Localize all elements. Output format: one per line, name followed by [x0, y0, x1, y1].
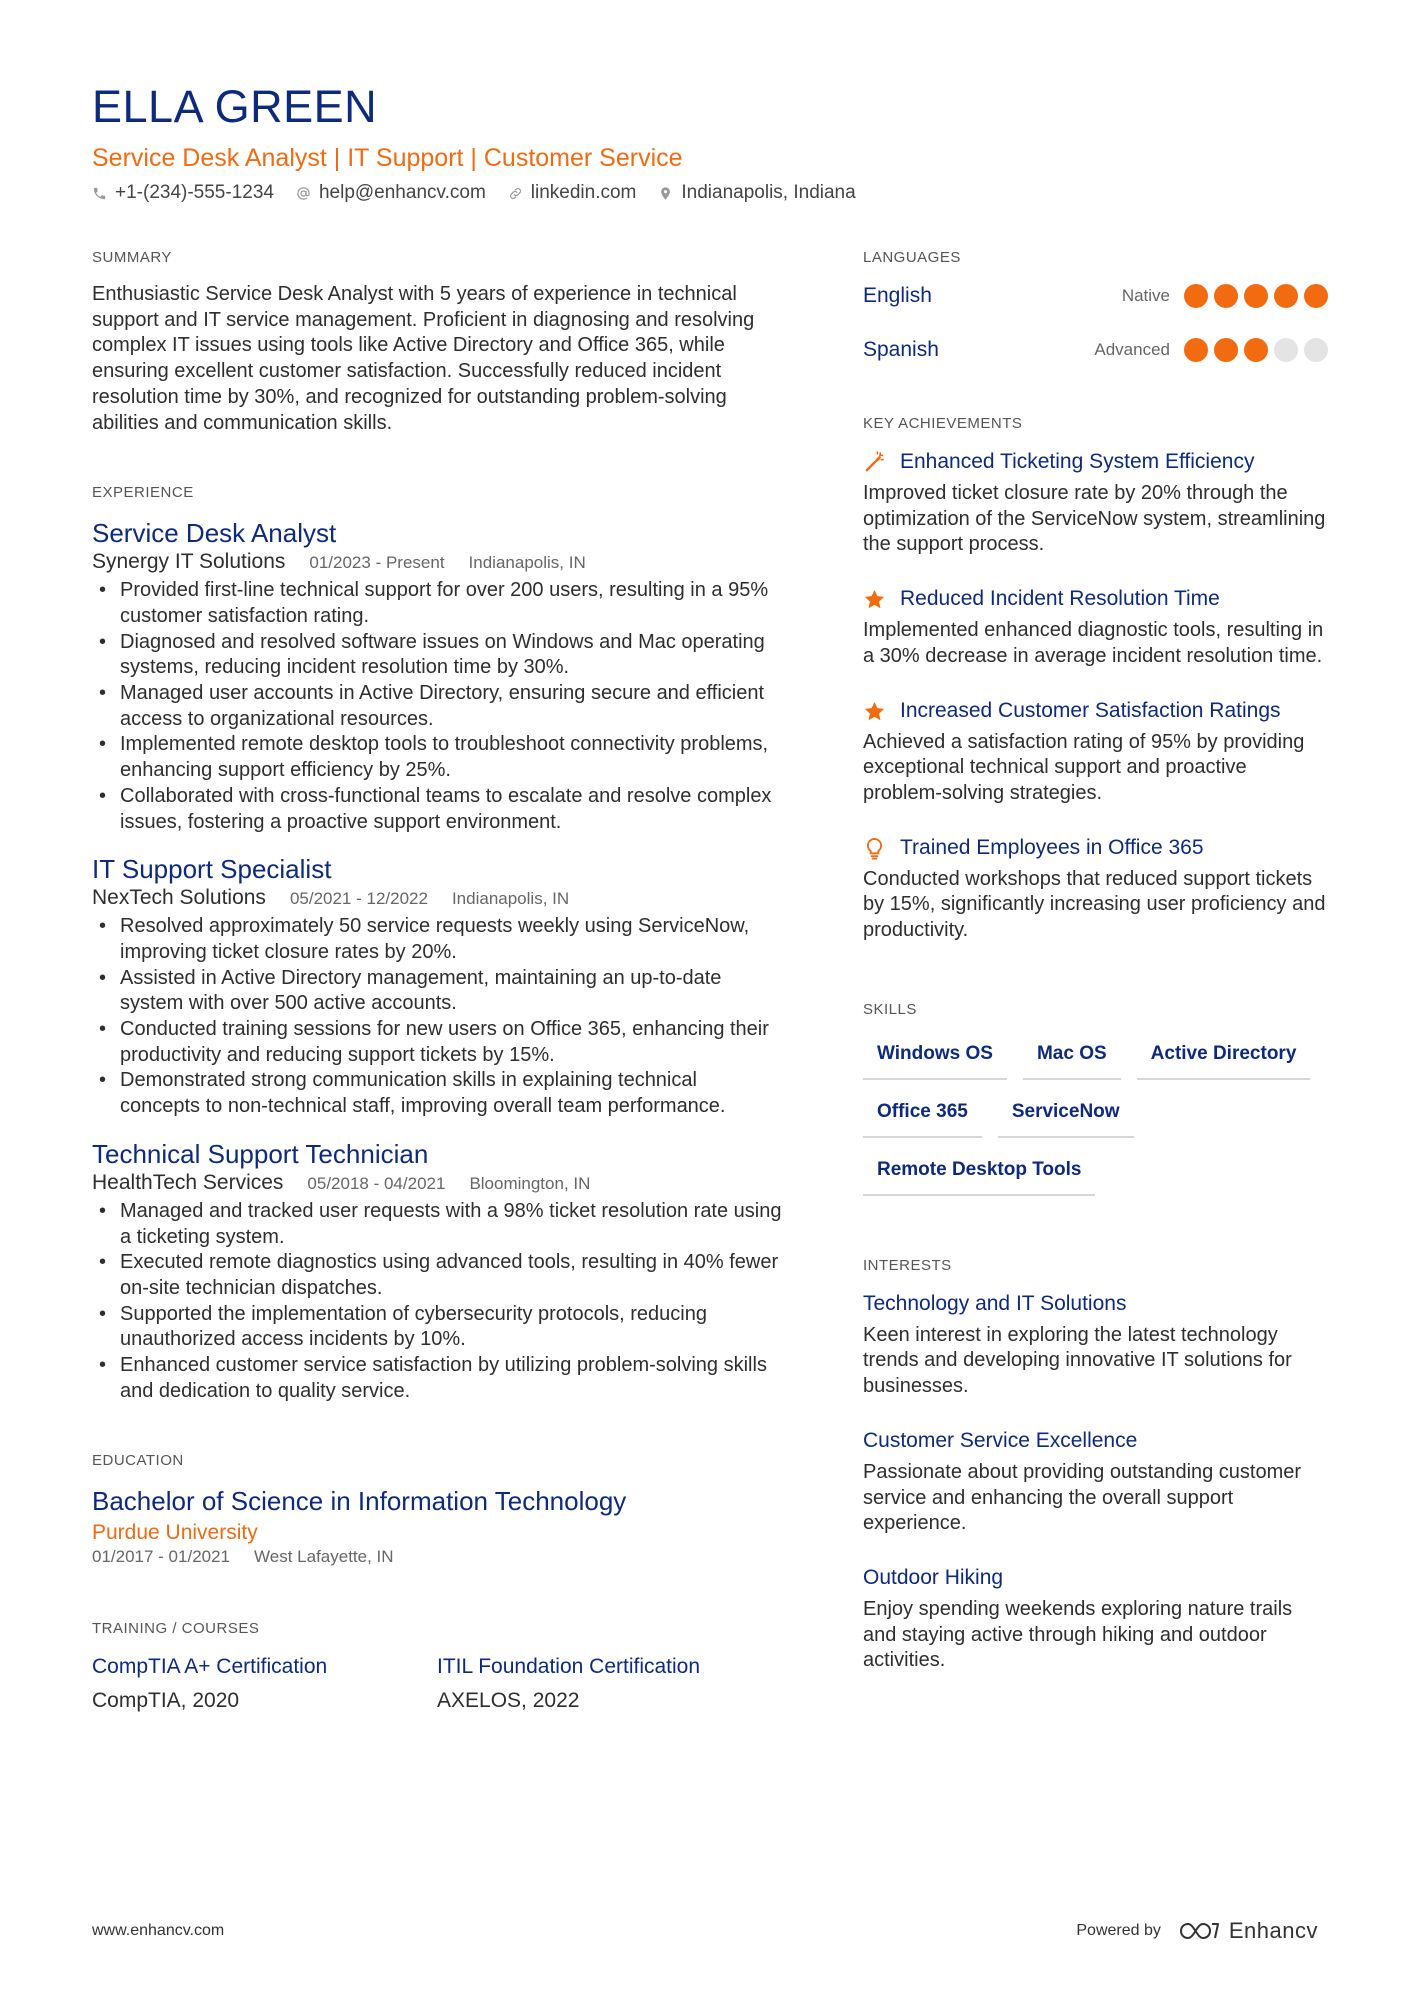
skill-tag: Windows OS [863, 1032, 1007, 1080]
phone-text: +1-(234)-555-1234 [115, 182, 274, 203]
interest-desc: Keen interest in exploring the latest technology trends and developing innovative IT solutions for businesses. [863, 1323, 1292, 1398]
proficiency-dot-filled [1214, 284, 1238, 308]
job-entry [92, 1138, 782, 1405]
job-dates: 01/2023 - Present [309, 553, 445, 573]
candidate-headline: Service Desk Analyst | IT Support | Customer Service [92, 144, 683, 172]
footer-url-link[interactable]: www.enhancv.com [92, 1922, 225, 1939]
list-item: • Demonstrated strong communication skills in explaining technical concepts to non-technical staff, improving overall team performance. [92, 1068, 782, 1119]
proficiency-dot-filled [1214, 338, 1238, 362]
achievement-title: Trained Employees in Office 365 [900, 835, 1204, 859]
job-bullets [92, 914, 782, 1120]
training-grid [92, 1653, 782, 1715]
powered-by-label: Powered by [1076, 1922, 1161, 1939]
job-bullets [92, 578, 782, 835]
company-name: NexTech Solutions [92, 886, 266, 910]
proficiency-dot-filled [1244, 338, 1268, 362]
job-title: Service Desk Analyst [92, 518, 337, 549]
interest-item [863, 1290, 1328, 1400]
achievement-item [863, 585, 1328, 669]
contact-linkedin[interactable] [508, 182, 637, 204]
skill-tag: Active Directory [1137, 1032, 1311, 1080]
training-section [92, 1619, 782, 1715]
language-row [863, 282, 1328, 310]
job-meta [92, 550, 782, 574]
job-location: Indianapolis, IN [468, 553, 586, 573]
phone-icon [92, 186, 107, 201]
list-item: • Executed remote diagnostics using advanced tools, resulting in 40% fewer on-site technician dispatches. [92, 1250, 782, 1301]
list-item: • Diagnosed and resolved software issues on Windows and Mac operating systems, reducing incident resolution time by 30%. [92, 630, 782, 681]
list-item: • Provided first-line technical support for over 200 users, resulting in a 95% customer satisfaction rating. [92, 578, 782, 629]
star-icon [863, 588, 886, 611]
school-name: Purdue University [92, 1520, 258, 1544]
list-item: • Collaborated with cross-functional teams to escalate and resolve complex issues, fostering a proactive support environment. [92, 784, 782, 835]
contact-phone [92, 182, 274, 204]
job-bullets [92, 1199, 782, 1405]
experience-section [92, 483, 782, 1404]
language-level: Advanced [1094, 340, 1170, 359]
section-title: KEY ACHIEVEMENTS [863, 415, 1023, 432]
job-meta [92, 1171, 782, 1195]
contact-email[interactable] [296, 182, 486, 204]
section-title: EXPERIENCE [92, 484, 194, 502]
languages-section [863, 248, 1328, 364]
achievement-desc: Implemented enhanced diagnostic tools, resulting in a 30% decrease in average incident resolution time. [863, 619, 1324, 667]
achievement-title: Increased Customer Satisfaction Ratings [900, 698, 1281, 722]
interest-title: Customer Service Excellence [863, 1428, 1138, 1452]
job-location: Indianapolis, IN [451, 889, 570, 909]
summary-section [92, 248, 782, 436]
section-title: INTERESTS [863, 1256, 952, 1274]
proficiency-dot-filled [1304, 284, 1328, 308]
link-icon [508, 186, 523, 201]
section-title: TRAINING / COURSES [92, 1619, 260, 1637]
contact-location [658, 182, 855, 204]
job-meta [92, 886, 782, 910]
proficiency-dot-filled [1274, 284, 1298, 308]
section-title: LANGUAGES [863, 249, 961, 266]
achievement-header [863, 834, 1328, 861]
interest-title: Technology and IT Solutions [863, 1291, 1127, 1315]
skill-tag: Remote Desktop Tools [863, 1148, 1095, 1196]
list-item: • Implemented remote desktop tools to troubleshoot connectivity problems, enhancing support efficiency by 25%. [92, 732, 782, 783]
skill-tag: ServiceNow [998, 1090, 1134, 1138]
left-column [92, 248, 782, 1715]
achievement-item [863, 834, 1328, 944]
list-item: • Enhanced customer service satisfaction by utilizing problem-solving skills and dedication to quality service. [92, 1353, 782, 1404]
section-title: EDUCATION [92, 1451, 184, 1469]
achievement-header [863, 585, 1328, 612]
section-title: SKILLS [863, 1000, 917, 1018]
language-name: English [863, 284, 932, 307]
achievement-desc: Conducted workshops that reduced support tickets by 15%, significantly increasing user proficiency and productivity. [863, 867, 1326, 942]
achievement-item [863, 697, 1328, 807]
training-name: CompTIA A+ Certification [92, 1654, 328, 1678]
achievements-section [863, 414, 1328, 944]
proficiency-dot-empty [1304, 338, 1328, 362]
job-title: IT Support Specialist [92, 854, 332, 885]
list-item: • Conducted training sessions for new users on Office 365, enhancing their productivity and reducing support tickets by 15%. [92, 1017, 782, 1068]
training-name: ITIL Foundation Certification [437, 1654, 701, 1678]
job-dates: 05/2021 - 12/2022 [289, 889, 428, 909]
magic-wand-icon [863, 451, 886, 474]
skill-tag: Mac OS [1023, 1032, 1121, 1080]
achievement-desc: Improved ticket closure rate by 20% through the optimization of the ServiceNow system, streamlining the support process. [863, 482, 1326, 556]
brand-logo[interactable] [1177, 1918, 1318, 1944]
job-dates: 05/2018 - 04/2021 [307, 1173, 446, 1193]
right-column [863, 248, 1328, 1674]
interest-desc: Passionate about providing outstanding customer service and enhancing the overall support experience. [863, 1460, 1302, 1535]
page-footer [92, 1918, 1318, 1944]
powered-by [1076, 1918, 1318, 1944]
company-name: Synergy IT Solutions [92, 550, 286, 574]
education-section [92, 1451, 782, 1567]
achievement-header [863, 448, 1328, 475]
interest-title: Outdoor Hiking [863, 1565, 1004, 1589]
location-pin-icon [658, 186, 673, 201]
language-row [863, 336, 1328, 364]
training-org: CompTIA, 2020 [92, 1688, 240, 1712]
list-item: • Supported the implementation of cybersecurity protocols, reducing unauthorized access incidents by 10%. [92, 1302, 782, 1353]
achievement-title: Reduced Incident Resolution Time [900, 587, 1220, 611]
job-entry [92, 517, 782, 835]
list-item: • Resolved approximately 50 service requests weekly using ServiceNow, improving ticket closure rates by 20%. [92, 914, 782, 965]
lightbulb-icon [863, 837, 886, 860]
list-item: • Assisted in Active Directory management, maintaining an up-to-date system with over 500 active accounts. [92, 966, 782, 1017]
achievement-header [863, 697, 1328, 724]
job-title: Technical Support Technician [92, 1138, 429, 1169]
training-item [437, 1653, 782, 1715]
interest-item [863, 1564, 1328, 1674]
proficiency-dot-filled [1184, 284, 1208, 308]
linkedin-text: linkedin.com [530, 182, 637, 203]
education-location: West Lafayette, IN [254, 1546, 394, 1566]
degree-title: Bachelor of Science in Information Technology [92, 1485, 627, 1516]
interests-section [863, 1256, 1328, 1674]
skills-section [863, 1000, 1328, 1196]
list-item: • Managed user accounts in Active Directory, ensuring secure and efficient access to organizational resources. [92, 681, 782, 732]
education-meta [92, 1547, 782, 1567]
list-item: • Managed and tracked user requests with a 98% ticket resolution rate using a ticketing system. [92, 1199, 782, 1250]
interest-desc: Enjoy spending weekends exploring nature trails and staying active through hiking and outdoor activities. [863, 1597, 1293, 1672]
proficiency-dots [1184, 338, 1328, 362]
language-level: Native [1121, 286, 1170, 305]
skill-tag: Office 365 [863, 1090, 982, 1138]
skills-list [863, 1032, 1333, 1196]
proficiency-dot-filled [1184, 338, 1208, 362]
education-dates: 01/2017 - 01/2021 [92, 1546, 231, 1566]
training-org: AXELOS, 2022 [437, 1688, 580, 1712]
section-title: SUMMARY [92, 249, 172, 266]
proficiency-dot-empty [1274, 338, 1298, 362]
brand-name: Enhancv [1228, 1918, 1318, 1943]
job-location: Bloomington, IN [469, 1173, 591, 1193]
job-entry [92, 853, 782, 1120]
email-text: help@enhancv.com [318, 182, 486, 203]
achievement-title: Enhanced Ticketing System Efficiency [900, 450, 1255, 473]
proficiency-dot-filled [1244, 284, 1268, 308]
enhancv-logo-icon [1177, 1920, 1221, 1942]
achievement-item [863, 448, 1328, 558]
at-icon [296, 186, 311, 201]
training-item [92, 1653, 437, 1715]
interest-item [863, 1427, 1328, 1537]
achievement-desc: Achieved a satisfaction rating of 95% by providing exceptional technical support and proactive problem-solving strategies. [863, 730, 1305, 804]
candidate-name: ELLA GREEN [92, 81, 378, 132]
proficiency-dots [1184, 284, 1328, 308]
contact-bar [92, 182, 1322, 204]
summary-text: Enthusiastic Service Desk Analyst with 5 years of experience in technical support and IT service management. Proficient in diagnosing and resolving complex IT issues using tools like Active Directory and Office 365, while ensuring excellent customer satisfaction. Successfully reduced incident resolution time by 30%, and recognized for outstanding problem-solving abilities and communication skills. [92, 283, 755, 434]
language-name: Spanish [863, 338, 939, 361]
company-name: HealthTech Services [92, 1170, 284, 1194]
star-icon [863, 700, 886, 723]
location-text: Indianapolis, Indiana [681, 182, 856, 203]
resume-header [92, 80, 1322, 204]
